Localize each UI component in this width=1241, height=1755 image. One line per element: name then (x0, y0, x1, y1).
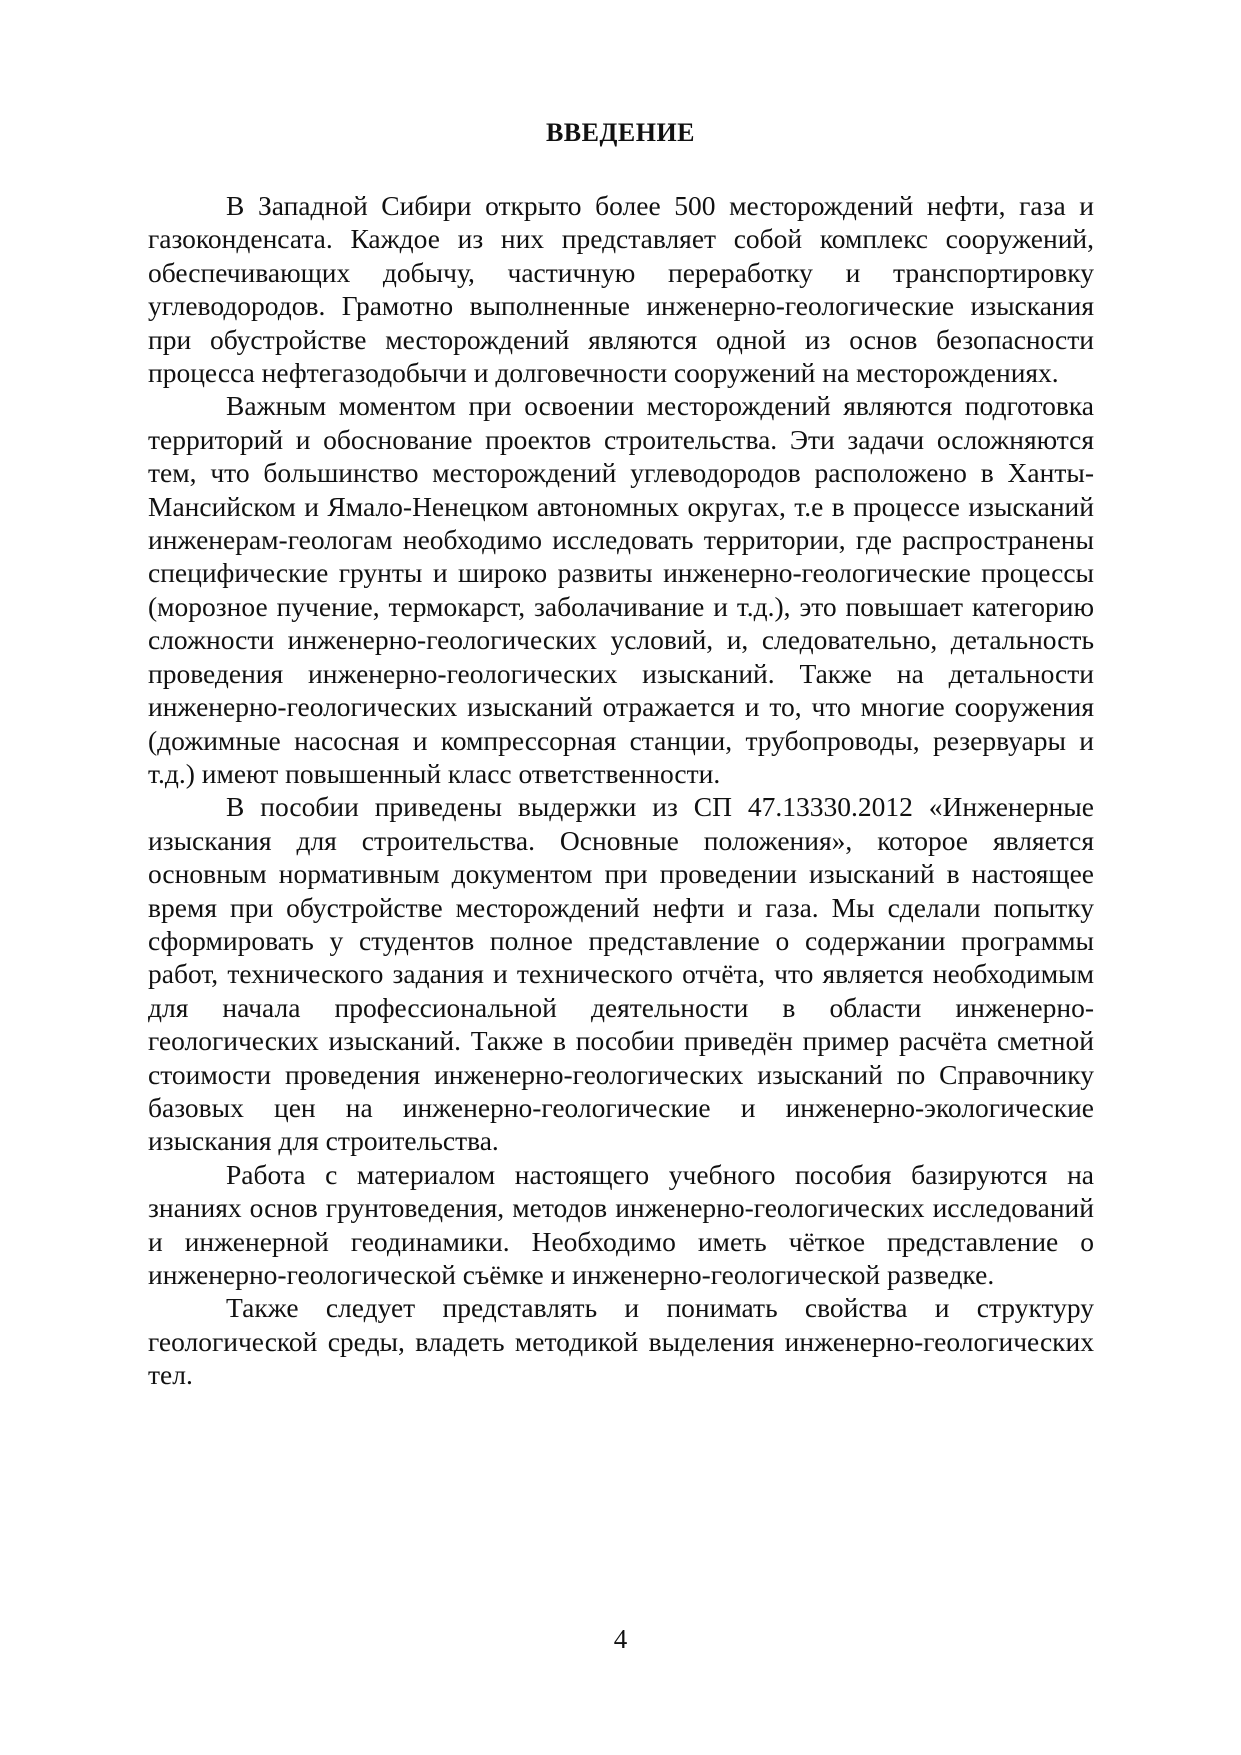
paragraph: Важным моментом при освоении месторождений являются подготовка территорий и обоснование проектов строительства. Эти задачи осложняются тем, что большинство месторождений углеводородов расположено в Ханты-Мансийском и Ямало-Ненецком автономных округах, т.е в процессе изысканий инженерам-геологам необходимо исследовать территории, где распространены специфические грунты и широко развиты инженерно-геологические процессы (морозное пучение, термокарст, заболачивание и т.д.), это повышает категорию сложности инженерно-геологических условий, и, следовательно, детальность проведения инженерно-геологических изысканий. Также на детальности инженерно-геологических изысканий отражается и то, что многие сооружения (дожимные насосная и компрессорная станции, трубопроводы, резервуары и т.д.) имеют повышенный класс ответственности. (148, 390, 1094, 789)
page-number: 4 (613, 1624, 628, 1654)
paragraph: Также следует представлять и понимать свойства и структуру геологической среды, владеть методикой выделения инженерно-геологических тел. (148, 1292, 1094, 1391)
body-text (148, 189, 1094, 1392)
paragraph: В Западной Сибири открыто более 500 месторождений нефти, газа и газоконденсата. Каждое из них представляет собой комплекс сооружений, обеспечивающих добычу, частичную переработку и транспортировку углеводородов. Грамотно выполненные инженерно-геологические изыскания при обустройстве месторождений являются одной из основ безопасности процесса нефтегазодобычи и долговечности сооружений на месторождениях. (148, 190, 1094, 389)
paragraph: Работа с материалом настоящего учебного пособия базируются на знаниях основ грунтоведения, методов инженерно-геологических исследований и инженерной геодинамики. Необходимо иметь чёткое представление о инженерно-геологической съёмке и инженерно-геологической разведке. (148, 1158, 1094, 1290)
section-title: ВВЕДЕНИЕ (545, 118, 696, 147)
paragraph: В пособии приведены выдержки из СП 47.13330.2012 «Инженерные изыскания для строительства. Основные положения», которое является основным нормативным документом при проведении изысканий в настоящее время при обустройстве месторождений нефти и газа. Мы сделали попытку сформировать у студентов полное представление о содержании программы работ, технического задания и технического отчёта, что является необходимым для начала профессиональной деятельности в области инженерно-геологических изысканий. Также в пособии приведён пример расчёта сметной стоимости проведения инженерно-геологических изысканий по Справочнику базовых цен на инженерно-геологические и инженерно-экологические изыскания для строительства. (148, 791, 1094, 1157)
